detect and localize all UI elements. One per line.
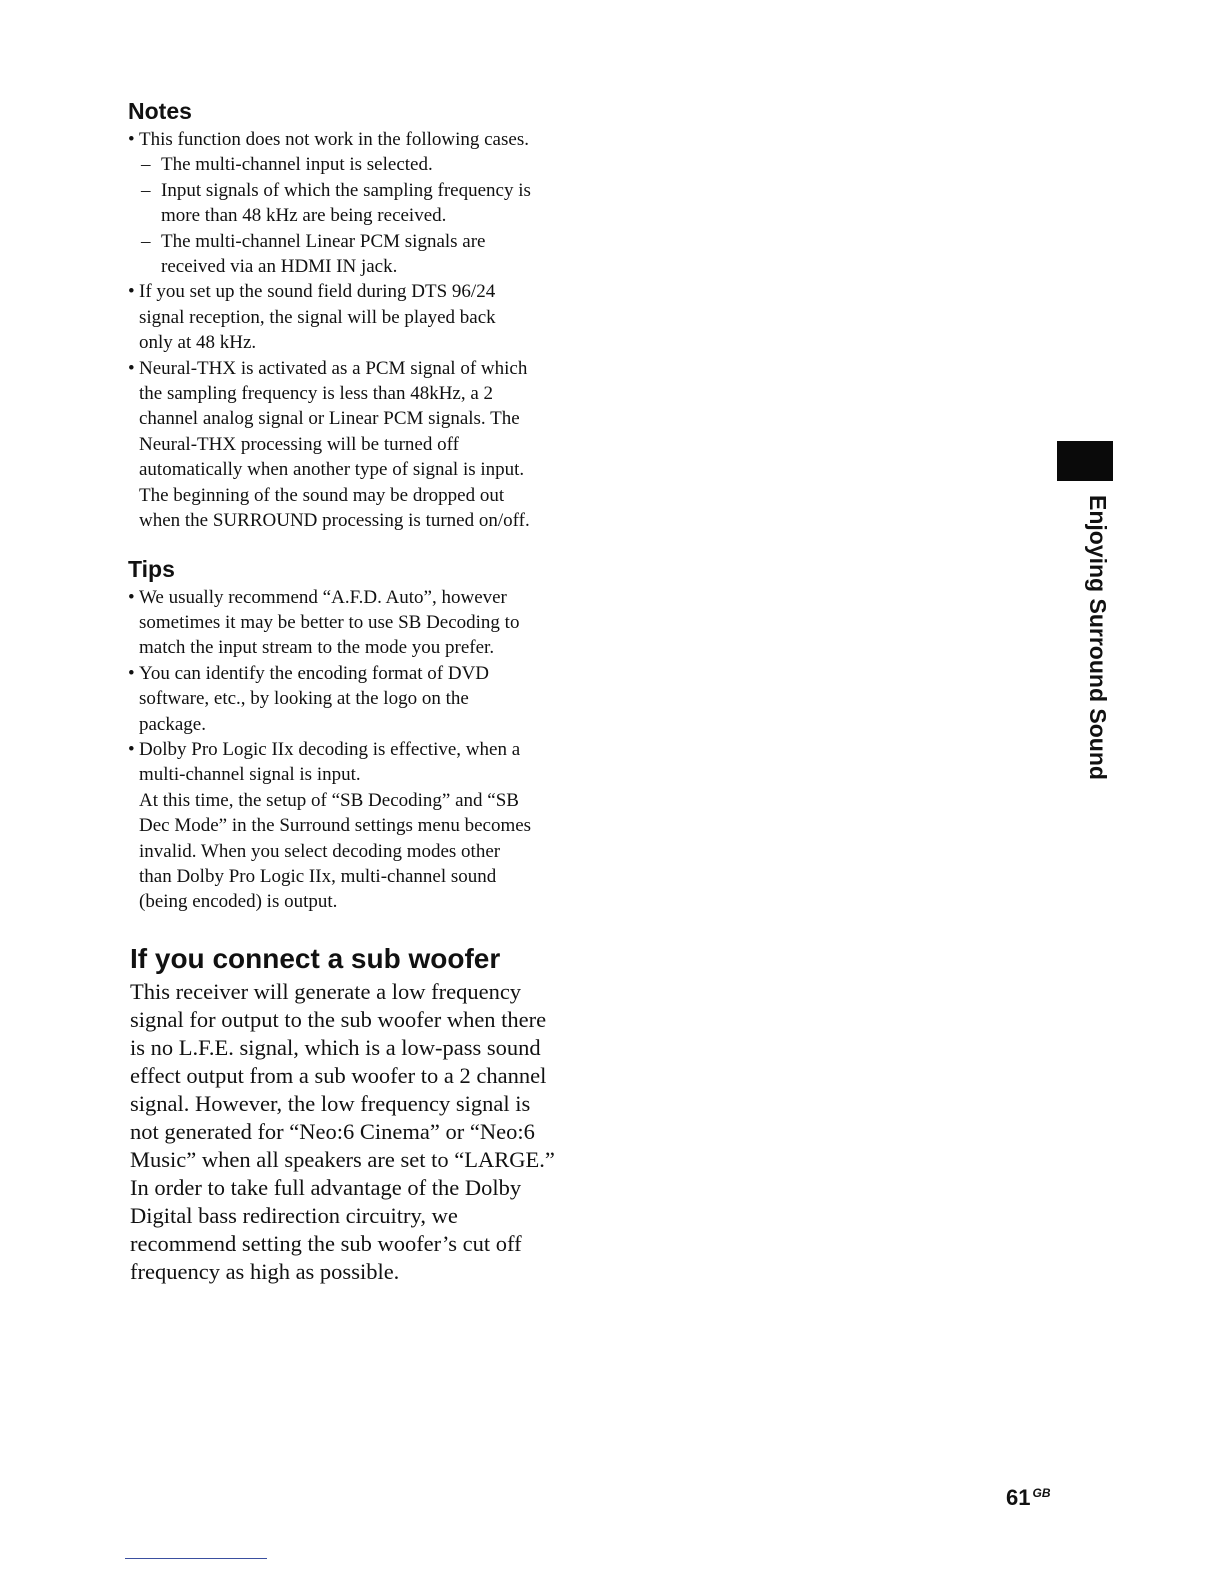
tips-item-1: • We usually recommend “A.F.D. Auto”, however sometimes it may be better to use SB Decoding to match the input stream to the mode you prefer.: [128, 585, 573, 661]
notes-subitem-3: – The multi-channel Linear PCM signals are received via an HDMI IN jack.: [128, 229, 573, 280]
main-column: [128, 96, 573, 915]
section-tab-marker: [1057, 441, 1113, 481]
tips-item-3: • Dolby Pro Logic IIx decoding is effective, when a multi-channel signal is input.: [128, 737, 573, 788]
notes-item-1: • This function does not work in the following cases.: [128, 127, 573, 152]
section-tab-label: Enjoying Surround Sound: [1085, 495, 1111, 780]
notes-item-2: • If you set up the sound field during DTS 96/24 signal reception, the signal will be played back only at 48 kHz.: [128, 279, 573, 355]
notes-subitem-2: – Input signals of which the sampling frequency is more than 48 kHz are being received.: [128, 178, 573, 229]
page-region-suffix: GB: [1032, 1485, 1051, 1500]
notes-item-3: • Neural-THX is activated as a PCM signal of which the sampling frequency is less than 48kHz, a 2 channel analog signal or Linear PCM signals. The Neural-THX processing will be turned off automatically when another type of signal is input. The beginning of the sound may be dropped out when the SURROUND processing is turned on/off.: [128, 356, 573, 534]
subwoofer-paragraph: This receiver will generate a low frequency signal for output to the sub woofer when there is no L.F.E. signal, which is a low-pass sound effect output from a sub woofer to a 2 channel signal. However, the low frequency signal is not generated for “Neo:6 Cinema” or “Neo:6 Music” when all speakers are set to “LARGE.” In order to take full advantage of the Dolby Digital bass redirection circuitry, we recommend setting the sub woofer’s cut off frequency as high as possible.: [130, 979, 555, 1284]
tips-item-2: • You can identify the encoding format of DVD software, etc., by looking at the logo on the package.: [128, 661, 573, 737]
notes-subitem-1: – The multi-channel input is selected.: [128, 152, 573, 177]
subwoofer-heading: If you connect a sub woofer: [130, 943, 501, 974]
page-number: 61 $^{GB}$: [1006, 1485, 1051, 1510]
tips-list: [128, 585, 573, 915]
tips-item-3-continuation: At this time, the setup of “SB Decoding” and “SB Dec Mode” in the Surround settings menu becomes invalid. When you select decoding modes other than Dolby Pro Logic IIx, multi-channel sound (being encoded) is output.: [139, 789, 532, 913]
notes-heading: Notes: [128, 98, 192, 124]
tips-heading: Tips: [128, 555, 175, 582]
notes-list: [128, 127, 573, 534]
footer-rule: [125, 1558, 267, 1559]
